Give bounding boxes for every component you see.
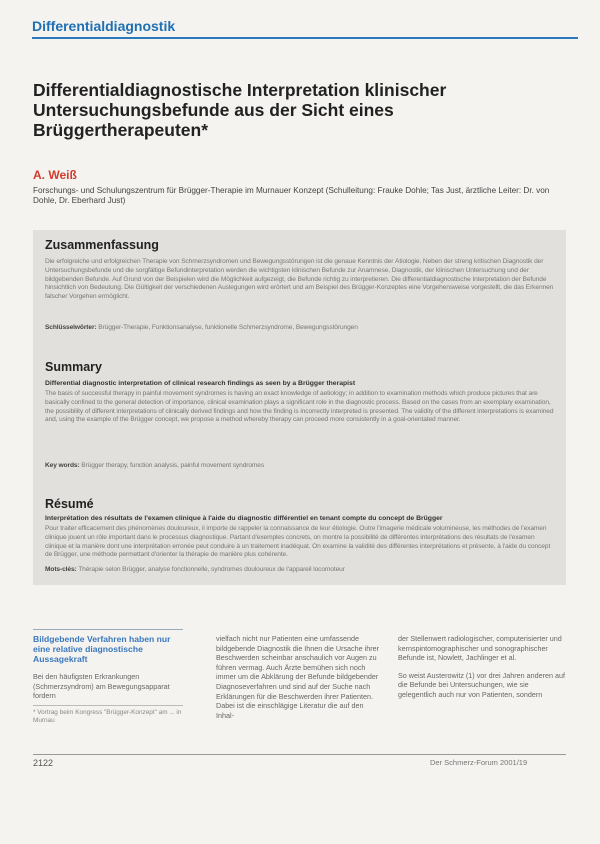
footnote-rule <box>33 705 183 706</box>
summary-body: The basis of successful therapy in painful movement syndromes is having an exact knowledge of aetiology; in addition to examination methods which produce pictures that are basically confined to the general detection of importance, clinical examination plays a significant role in the diagnostic process. Based on the cases from an exemplary examination, the possibility of different interpretations of clinically derived findings and how the finding is incorrectly interpreted is presented. The validity of the different interpretations is examined and, using the example of the Brügger concept, we propose a method whereby therapy can proceed more consistently in a goal-orientated manner. <box>45 390 554 424</box>
resume-title: Résumé <box>45 497 94 511</box>
column-1 <box>33 634 183 701</box>
footer-rule <box>33 754 566 755</box>
column-rule <box>33 629 183 630</box>
column-3-text-1: der Stellenwert radiologischer, computerisierter und kernspintomographischer und sonographischer Befunde ist, Nowlett, Jachlinger et al. <box>398 634 562 663</box>
affiliation: Forschungs- und Schulungszentrum für Brügger-Therapie im Murnauer Konzept (Schulleitung: Frauke Dohle; Tas Just, ärztliche Leiter: Dr. von Dohle, Dr. Eberhard Just) <box>33 186 550 205</box>
keywords-label: Mots-clés: <box>45 566 77 573</box>
resume-subtitle: Interprétation des résultats de l'examen clinique à l'aide du diagnostic différentiel en tenant compte du concept de Brügger <box>45 515 443 522</box>
page-number: 2122 <box>33 758 54 768</box>
subsection-heading: Bildgebende Verfahren haben nur eine relative diagnostische Aussagekraft <box>33 634 171 664</box>
journal-reference: Der Schmerz-Forum 2001/19 <box>430 758 528 767</box>
section-header: Differentialdiagnostik <box>32 18 176 34</box>
keywords-text: Brügger-Therapie, Funktionsanalyse, funktionelle Schmerzsyndrome, Bewegungsstörungen <box>98 324 358 331</box>
summary-subtitle: Differential diagnostic interpretation of clinical research findings as seen by a Brügger therapist <box>45 380 356 387</box>
keywords-text: Brügger therapy, function analysis, painful movement syndromes <box>81 462 265 469</box>
footnote: * Vortrag beim Kongress "Brügger-Konzept" am ... in Murnau <box>33 709 182 724</box>
keywords-text: Thérapie selon Brügger, analyse fonctionnelle, syndromes douloureux de l'appareil locomoteur <box>78 566 345 573</box>
column-2 <box>216 634 381 746</box>
column-3 <box>398 634 566 746</box>
resume-body: Pour traiter efficacement des phénomènes douloureux, il importe de rappeler la connaissance de leur étiologie. Outre l'imagerie médicale volumineuse, les méthodes de l'examen clinique jouent un rôle important dans le processus diagnostique. Partant d'exemples concrets, on montre la possibilité de différentes interprétations des résultats de l'examen clinique et la manière dont une interprétation erronée peut conduire à un traitement inadéquat. On examine la validité des différentes interprétations et présente, à l'aide du concept de Brügger, une méthode permettant d'orienter la thérapie de manière plus cohérente. <box>45 525 551 559</box>
column-1-text: Bei den häufigsten Erkrankungen (Schmerzsyndrom) am Bewegungsapparat fordern <box>33 672 170 701</box>
keywords-label: Schlüsselwörter: <box>45 324 97 331</box>
author: A. Weiß <box>33 168 77 182</box>
header-rule <box>32 37 578 39</box>
zusammenfassung-title: Zusammenfassung <box>45 238 159 252</box>
zusammenfassung-keywords <box>45 324 555 333</box>
resume-keywords <box>45 566 555 575</box>
keywords-label: Key words: <box>45 462 80 469</box>
column-2-text: vielfach nicht nur Patienten eine umfassende bildgebende Diagnostik die Ihnen die Ursache ihrer Beschwerden scheinbar anschaulich vor Augen zu führen vermag. Auch Ärzte bemühen sich noch immer um die Abklärung der Befunde bildgebender Diagnoseverfahren und sind auf der Suche nach Erklärungen für die Beschwerden ihrer Patienten. Dabei ist die einschlägige Literatur die auf den Inhal- <box>216 634 380 720</box>
column-3-text-2: So weist Austerowitz (1) vor drei Jahren anderen auf die Befunde bei Untersuchungen, wie sie gelegentlich auch nur von Patienten, sondern <box>398 670 565 699</box>
summary-title: Summary <box>45 360 102 374</box>
zusammenfassung-body: Die erfolgreiche und erfolgreichen Therapie von Schmerzsyndromen und Bewegungsstörungen ist die genaue Kenntnis der Ätiologie. Neben der streng kritischen Diagnostik der Untersuchungsbefunde und die sorgfältige Befundinterpretation werden die wichtigsten klinischen Befunde zur Anamnese, Diagnostik, der klinischen Untersuchung und der bildgebenden Befunde. Auf Grund von der Beispielen wird die Möglichkeit aufgezeigt, die Befunde richtig zu interpretieren. Die differentialdiagnostische Interpretation der Befunde hinsichtlich von Bedeutung. Die Gültigkeit der verschiedenen Auslegungen wird erörtert und am Beispiel des Brügger-Konzeptes eine Vorgehensweise vorgestellt, die das Erkennen falscher Vorgehen ermöglicht. <box>45 258 554 301</box>
article-title: Differentialdiagnostische Interpretation klinischer Untersuchungsbefunde aus der Sicht eines Brüggertherapeuten* <box>33 80 447 140</box>
summary-keywords <box>45 462 555 471</box>
